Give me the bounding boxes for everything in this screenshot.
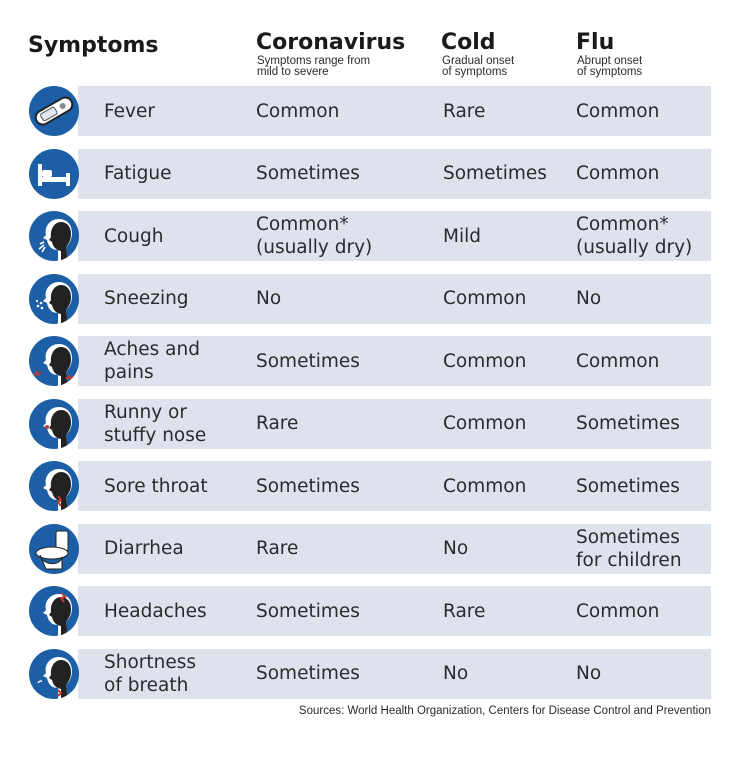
cold-cell: Mild	[443, 225, 481, 247]
coronavirus-cell-line1: Sometimes	[256, 475, 360, 497]
header-cold-sub2: of symptoms	[442, 66, 508, 78]
bed-icon	[28, 148, 80, 200]
flu-cell	[576, 649, 716, 699]
symptom-cell-line1: Cough	[104, 225, 164, 247]
symptom-cell-line1: Sore throat	[104, 475, 208, 497]
flu-cell	[576, 336, 716, 386]
flu-cell	[576, 524, 716, 574]
symptom-cell	[104, 336, 254, 386]
header-coronavirus-sub2: mild to severe	[257, 66, 329, 78]
symptom-cell-line1: Headaches	[104, 600, 207, 622]
flu-cell-line1: No	[576, 288, 602, 309]
coronavirus-cell-line1: Common*	[256, 214, 349, 235]
head-sneeze-icon	[28, 273, 80, 325]
flu-cell-line1: Sometimes	[576, 526, 680, 548]
head-throat-icon	[28, 460, 80, 512]
flu-cell	[576, 461, 716, 511]
symptom-cell-line2: stuffy nose	[104, 424, 207, 446]
coronavirus-cell	[256, 336, 436, 386]
flu-cell	[576, 274, 716, 324]
header-flu-sub2: of symptoms	[577, 66, 643, 78]
flu-cell-line1: Common	[576, 350, 660, 372]
symptom-cell-line1: Sneezing	[104, 288, 189, 309]
coronavirus-cell	[256, 461, 436, 511]
header-flu: Flu	[576, 30, 615, 55]
coronavirus-cell	[256, 149, 436, 199]
toilet-icon	[28, 523, 80, 575]
head-nose-icon	[28, 398, 80, 450]
cold-cell: Common	[443, 288, 527, 309]
symptom-cell	[104, 211, 254, 261]
flu-cell	[576, 399, 716, 449]
symptom-cell-line1: Fatigue	[104, 163, 172, 184]
flu-cell-line1: Sometimes	[576, 413, 680, 434]
table-row	[0, 149, 739, 199]
symptom-cell	[104, 274, 254, 324]
table-row	[0, 86, 739, 136]
coronavirus-cell	[256, 586, 436, 636]
symptom-cell	[104, 586, 254, 636]
source-note: Sources: World Health Organization, Centers for Disease Control and Prevention	[298, 705, 711, 717]
symptom-cell-line1: Runny or	[104, 401, 187, 423]
coronavirus-cell-line1: Rare	[256, 538, 299, 559]
symptom-cell	[104, 149, 254, 199]
header-coronavirus: Coronavirus	[256, 30, 406, 55]
coronavirus-cell-line1: No	[256, 288, 282, 309]
header-cold: Cold	[441, 30, 496, 55]
head-headache-icon	[28, 585, 80, 637]
table-row	[0, 399, 739, 449]
coronavirus-cell	[256, 211, 436, 261]
coronavirus-cell	[256, 274, 436, 324]
cold-cell: No	[443, 538, 469, 559]
flu-cell-line1: Common	[576, 600, 660, 622]
coronavirus-cell-line1: Sometimes	[256, 663, 360, 684]
header-cold-sub1: Gradual onset	[442, 55, 515, 67]
cold-cell: No	[443, 663, 469, 684]
table-row	[0, 211, 739, 261]
symptom-cell-line1: Diarrhea	[104, 538, 184, 559]
symptom-cell	[104, 399, 254, 449]
flu-cell-line1: Common	[576, 163, 660, 184]
head-aches-icon	[28, 335, 80, 387]
table-row	[0, 336, 739, 386]
symptom-cell	[104, 461, 254, 511]
flu-cell	[576, 86, 716, 136]
coronavirus-cell-line1: Common	[256, 100, 340, 122]
symptom-cell-line2: pains	[104, 362, 154, 383]
cold-cell: Common	[443, 350, 527, 372]
coronavirus-cell-line1: Rare	[256, 413, 299, 434]
cold-cell: Rare	[443, 600, 486, 622]
flu-cell-line2: for children	[576, 549, 682, 571]
table-row	[0, 649, 739, 699]
cold-cell: Sometimes	[443, 163, 547, 184]
header-symptoms: Symptoms	[28, 33, 159, 58]
cold-cell: Rare	[443, 100, 486, 122]
coronavirus-cell	[256, 524, 436, 574]
symptom-cell-line1: Aches and	[104, 339, 200, 360]
cold-cell: Common	[443, 475, 527, 497]
symptom-cell-line1: Fever	[104, 100, 155, 122]
coronavirus-cell-line1: Sometimes	[256, 600, 360, 622]
symptom-cell-line2: of breath	[104, 674, 189, 696]
symptom-cell-line1: Shortness	[104, 651, 197, 673]
flu-cell-line2: (usually dry)	[576, 237, 693, 258]
coronavirus-cell	[256, 86, 436, 136]
coronavirus-cell-line2: (usually dry)	[256, 237, 373, 258]
table-row	[0, 274, 739, 324]
cold-cell: Common	[443, 413, 527, 434]
head-breath-icon	[28, 648, 80, 700]
flu-cell-line1: Common	[576, 100, 660, 122]
table-header	[0, 0, 739, 86]
header-coronavirus-sub1: Symptoms range from	[257, 55, 371, 67]
table-row	[0, 524, 739, 574]
table-row	[0, 586, 739, 636]
coronavirus-cell	[256, 649, 436, 699]
table-row	[0, 461, 739, 511]
flu-cell	[576, 149, 716, 199]
symptom-cell	[104, 524, 254, 574]
header-flu-sub1: Abrupt onset	[577, 55, 643, 67]
flu-cell	[576, 211, 716, 261]
head-cough-icon	[28, 210, 80, 262]
flu-cell-line1: No	[576, 663, 602, 684]
flu-cell	[576, 586, 716, 636]
symptom-cell	[104, 649, 254, 699]
symptom-cell	[104, 86, 254, 136]
thermometer-icon	[28, 85, 80, 137]
flu-cell-line1: Sometimes	[576, 475, 680, 497]
flu-cell-line1: Common*	[576, 214, 669, 235]
coronavirus-cell	[256, 399, 436, 449]
coronavirus-cell-line1: Sometimes	[256, 350, 360, 372]
coronavirus-cell-line1: Sometimes	[256, 163, 360, 184]
